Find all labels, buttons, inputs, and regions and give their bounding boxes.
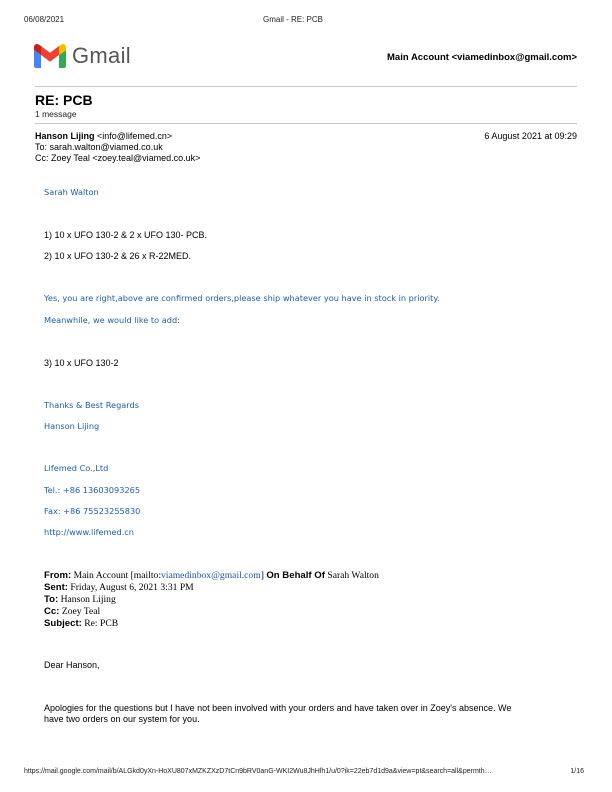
signature-company: Lifemed Co.,Ltd	[44, 463, 109, 473]
message-count: 1 message	[35, 109, 77, 119]
print-page-number: 1/16	[570, 768, 584, 775]
quoted-sent-label: Sent:	[44, 582, 68, 593]
gmail-wordmark: Gmail	[72, 43, 131, 68]
quoted-paragraph-line-2: have two orders on our system for you.	[44, 714, 200, 724]
sender-name: Hanson Lijing	[35, 131, 95, 141]
quoted-sent-line	[44, 582, 194, 593]
header-divider	[35, 86, 577, 87]
order-line-3: 3) 10 x UFO 130-2	[44, 358, 119, 368]
sender-email: <info@lifemed.cn>	[97, 131, 173, 141]
print-footer-url: https://mail.google.com/mail/b/ALGkd0yXn-HoXU807xMZKZXzD7tCn9bRV0anG-WKI2Wu8JhHlh1/u/0?ik=22eb7d1d9a&view=pt&search=all&permth…	[24, 768, 492, 775]
salutation: Sarah Walton	[44, 187, 99, 197]
quoted-paragraph-line-1: Apologies for the questions but I have not been involved with your orders and have taken over in Zoey's absence. We	[44, 703, 512, 713]
quoted-cc-value: Zoey Teal	[61, 606, 101, 617]
reply-line-1: Yes, you are right,above are confirmed orders,please ship whatever you have in stock in priority.	[44, 293, 440, 303]
quoted-subject-label: Subject:	[44, 618, 82, 629]
signature-name: Hanson Lijing	[44, 421, 100, 431]
quoted-to-label: To:	[44, 594, 59, 605]
quoted-from-post: ]	[260, 570, 264, 581]
account-label: Main Account <viamedinbox@gmail.com>	[387, 52, 577, 63]
gmail-logo	[34, 44, 66, 68]
quoted-behalf-name: Sarah Walton	[327, 570, 379, 581]
quoted-to-line	[44, 594, 116, 605]
quoted-subject-line	[44, 618, 118, 629]
signature-tel: Tel.: +86 13603093265	[44, 485, 141, 495]
signature-fax: Fax: +86 75523255830	[44, 506, 141, 516]
subject-divider	[35, 123, 577, 124]
quoted-greeting: Dear Hanson,	[44, 660, 100, 670]
quoted-from-label: From:	[44, 570, 72, 581]
quoted-from-pre: Main Account [mailto:	[73, 570, 161, 581]
quoted-from-email-link[interactable]: viamedinbox@gmail.com	[161, 570, 261, 581]
quoted-from-line	[44, 570, 379, 581]
quoted-to-value: Hanson Lijing	[60, 594, 116, 605]
gmail-m-icon	[34, 44, 66, 68]
message-date: 6 August 2021 at 09:29	[484, 131, 577, 141]
quoted-sent-value: Friday, August 6, 2021 3:31 PM	[70, 582, 194, 593]
order-line-2: 2) 10 x UFO 130-2 & 26 x R-22MED.	[44, 251, 192, 261]
order-line-1: 1) 10 x UFO 130-2 & 2 x UFO 130- PCB.	[44, 230, 208, 240]
reply-line-2: Meanwhile, we would like to add:	[44, 315, 180, 325]
quoted-cc-line	[44, 606, 100, 617]
quoted-cc-label: Cc:	[44, 606, 60, 617]
print-date: 06/08/2021	[24, 15, 65, 24]
signature-website-link[interactable]: http://www.lifemed.cn	[44, 527, 134, 537]
cc-line: Cc: Zoey Teal <zoey.teal@viamed.co.uk>	[35, 153, 201, 163]
quoted-subject-value: Re: PCB	[84, 618, 119, 629]
to-line: To: sarah.walton@viamed.co.uk	[35, 142, 163, 152]
thread-subject: RE: PCB	[35, 92, 93, 108]
sender-line	[35, 131, 172, 141]
signoff: Thanks & Best Regards	[44, 400, 139, 410]
print-title: Gmail - RE: PCB	[263, 15, 324, 24]
quoted-behalf-label: On Behalf Of	[266, 570, 325, 581]
